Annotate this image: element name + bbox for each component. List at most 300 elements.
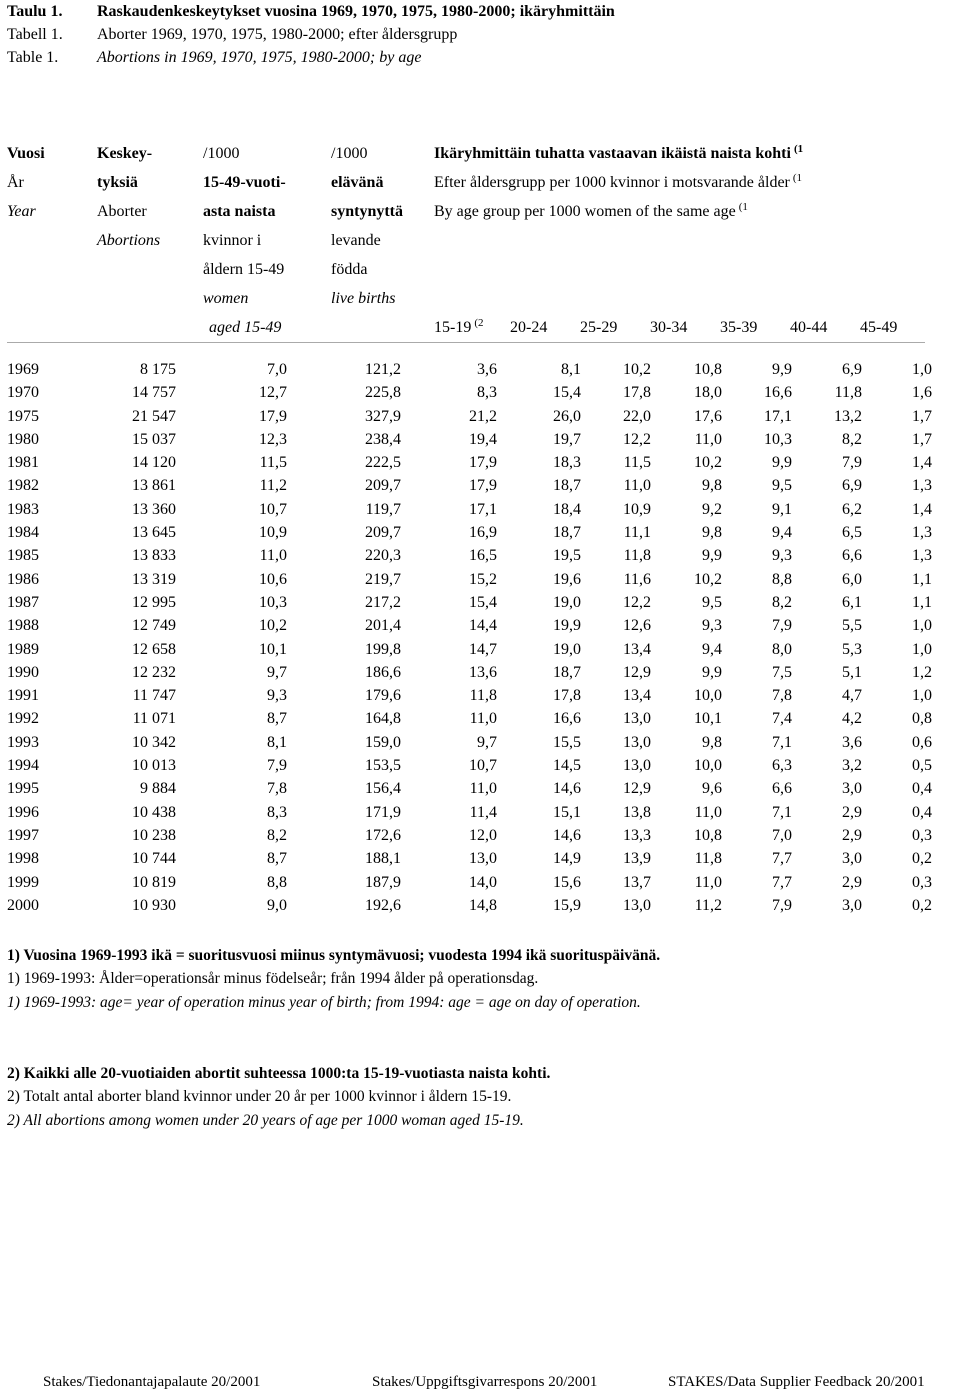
table-row <box>7 591 932 614</box>
cell-age-25-29: 13,9 <box>623 850 651 868</box>
cell-age-25-29: 10,2 <box>623 361 651 378</box>
cell-age-40-44: 7,9 <box>842 454 862 472</box>
cell-age-25-29: 13,0 <box>623 710 651 728</box>
cell-age-40-44: 5,5 <box>842 617 862 635</box>
cell-year: 1997 <box>7 826 39 844</box>
cell-age-45-49: 1,7 <box>912 430 932 448</box>
cell-age-25-29: 22,0 <box>623 407 651 425</box>
cell-abortions: 21 547 <box>132 407 176 425</box>
cell-abortions: 9 884 <box>140 780 176 798</box>
cell-age-20-24: 15,4 <box>553 384 581 402</box>
cell-age-25-29: 13,0 <box>623 757 651 775</box>
cell-age-25-29: 13,7 <box>623 873 651 891</box>
cell-age-15-19: 10,7 <box>469 757 497 775</box>
cell-per-1000-births: 179,6 <box>365 687 401 705</box>
cell-age-30-34: 11,0 <box>694 430 722 448</box>
cell-per-1000-women: 9,0 <box>267 896 287 914</box>
cell-age-35-39: 8,0 <box>772 640 792 658</box>
cell-age-15-19: 17,9 <box>469 454 497 472</box>
cell-year: 1999 <box>7 873 39 891</box>
header-year-sv: År <box>7 174 24 191</box>
cell-age-25-29: 13,4 <box>623 687 651 705</box>
cell-age-25-29: 11,1 <box>623 524 651 542</box>
footnote-2 <box>7 1062 550 1132</box>
table-row <box>7 498 932 521</box>
cell-age-15-19: 11,8 <box>469 687 497 705</box>
title-english <box>7 46 615 69</box>
cell-age-40-44: 3,0 <box>842 780 862 798</box>
cell-age-15-19: 3,6 <box>477 361 497 378</box>
cell-per-1000-births: 199,8 <box>365 640 401 658</box>
cell-age-30-34: 9,3 <box>702 617 722 635</box>
cell-year: 1998 <box>7 850 39 868</box>
cell-per-1000-women: 9,3 <box>267 687 287 705</box>
cell-age-40-44: 6,5 <box>842 524 862 542</box>
cell-age-40-44: 5,3 <box>842 640 862 658</box>
footer-fi: Stakes/Tiedonantajapalaute 20/2001 <box>43 1374 261 1390</box>
title-finnish <box>7 0 615 23</box>
cell-age-20-24: 19,6 <box>553 570 581 588</box>
cell-year: 1983 <box>7 500 39 518</box>
table-row <box>7 731 932 754</box>
cell-age-45-49: 0,3 <box>912 826 932 844</box>
table-row <box>7 871 932 894</box>
cell-abortions: 14 757 <box>132 384 176 402</box>
cell-age-35-39: 7,9 <box>772 896 792 914</box>
cell-age-20-24: 15,5 <box>553 733 581 751</box>
header-women-2: 15-49-vuoti- <box>203 174 286 191</box>
cell-year: 1985 <box>7 547 39 565</box>
title-label: Table 1. <box>7 49 59 66</box>
cell-abortions: 13 319 <box>132 570 176 588</box>
cell-age-40-44: 11,8 <box>834 384 862 402</box>
header-count-en: Abortions <box>97 232 161 249</box>
cell-age-25-29: 12,2 <box>623 593 651 611</box>
cell-age-20-24: 18,7 <box>553 524 581 542</box>
cell-age-45-49: 0,3 <box>912 873 932 891</box>
cell-year: 1970 <box>7 384 39 402</box>
cell-age-40-44: 6,1 <box>842 593 862 611</box>
age-label-15-19 <box>434 318 484 338</box>
agegroup-fi-text: Ikäryhmittäin tuhatta vastaavan ikäistä naista kohti <box>434 145 791 162</box>
cell-age-25-29: 13,8 <box>623 803 651 821</box>
cell-age-20-24: 19,7 <box>553 430 581 448</box>
cell-age-15-19: 17,1 <box>469 500 497 518</box>
cell-abortions: 8 175 <box>140 361 176 378</box>
cell-age-35-39: 6,3 <box>772 757 792 775</box>
cell-age-20-24: 19,5 <box>553 547 581 565</box>
cell-age-45-49: 1,0 <box>912 640 932 658</box>
cell-per-1000-births: 220,3 <box>365 547 401 565</box>
cell-age-40-44: 6,6 <box>842 547 862 565</box>
cell-age-35-39: 7,4 <box>772 710 792 728</box>
cell-per-1000-births: 219,7 <box>365 570 401 588</box>
cell-age-15-19: 8,3 <box>477 384 497 402</box>
table-row <box>7 568 932 591</box>
cell-year: 1994 <box>7 757 39 775</box>
cell-age-15-19: 11,0 <box>469 780 497 798</box>
cell-age-25-29: 11,8 <box>623 547 651 565</box>
cell-age-35-39: 8,2 <box>772 593 792 611</box>
cell-year: 1981 <box>7 454 39 472</box>
cell-age-30-34: 9,8 <box>702 524 722 542</box>
cell-age-45-49: 1,0 <box>912 361 932 378</box>
footnote-1-fi: 1) Vuosina 1969-1993 ikä = suoritusvuosi miinus syntymävuosi; vuodesta 1994 ikä suorituspäivänä. <box>7 947 661 964</box>
cell-age-15-19: 21,2 <box>469 407 497 425</box>
cell-age-35-39: 9,4 <box>772 524 792 542</box>
cell-age-40-44: 6,9 <box>842 477 862 495</box>
cell-per-1000-births: 164,8 <box>365 710 401 728</box>
cell-year: 1975 <box>7 407 39 425</box>
cell-age-15-19: 11,0 <box>469 710 497 728</box>
cell-age-20-24: 15,9 <box>553 896 581 914</box>
footnote-2-sv: 2) Totalt antal aborter bland kvinnor under 20 år per 1000 kvinnor i åldern 15-19. <box>7 1088 512 1106</box>
table-row <box>7 894 932 917</box>
cell-age-30-34: 11,2 <box>694 896 722 914</box>
cell-per-1000-births: 186,6 <box>365 663 401 681</box>
cell-year: 1986 <box>7 570 39 588</box>
footer-sv: Stakes/Uppgiftsgivarrespons 20/2001 <box>372 1374 598 1390</box>
age-label-25-29: 25-29 <box>580 319 618 336</box>
cell-age-20-24: 15,1 <box>553 803 581 821</box>
header-count-sv: Aborter <box>97 203 147 220</box>
cell-age-20-24: 18,7 <box>553 477 581 495</box>
cell-per-1000-women: 12,3 <box>259 430 287 448</box>
cell-age-40-44: 4,2 <box>842 710 862 728</box>
header-births-3: syntynyttä <box>331 203 404 220</box>
cell-age-45-49: 1,3 <box>912 547 932 565</box>
cell-age-20-24: 14,6 <box>553 826 581 844</box>
cell-age-30-34: 10,2 <box>694 570 722 588</box>
cell-age-25-29: 11,0 <box>623 477 651 495</box>
cell-age-15-19: 14,0 <box>469 873 497 891</box>
cell-abortions: 11 071 <box>132 710 176 728</box>
cell-per-1000-women: 8,1 <box>267 733 287 751</box>
cell-age-30-34: 10,0 <box>694 687 722 705</box>
cell-age-20-24: 16,6 <box>553 710 581 728</box>
cell-age-30-34: 11,0 <box>694 803 722 821</box>
cell-age-35-39: 7,7 <box>772 850 792 868</box>
cell-per-1000-women: 8,7 <box>267 850 287 868</box>
footnote-ref: (1 <box>793 143 804 155</box>
cell-per-1000-women: 11,0 <box>259 547 287 565</box>
cell-abortions: 10 438 <box>132 803 176 821</box>
cell-age-35-39: 9,9 <box>772 454 792 472</box>
cell-age-35-39: 8,8 <box>772 570 792 588</box>
cell-year: 1987 <box>7 593 39 611</box>
cell-abortions: 13 861 <box>132 477 176 495</box>
cell-age-30-34: 11,0 <box>694 873 722 891</box>
cell-age-40-44: 8,2 <box>842 430 862 448</box>
cell-age-45-49: 0,2 <box>912 850 932 868</box>
cell-age-35-39: 7,9 <box>772 617 792 635</box>
header-women-1: /1000 <box>203 145 240 162</box>
cell-year: 2000 <box>7 896 39 914</box>
cell-per-1000-women: 8,3 <box>267 803 287 821</box>
cell-age-15-19: 13,0 <box>469 850 497 868</box>
cell-age-40-44: 2,9 <box>842 873 862 891</box>
cell-age-25-29: 12,6 <box>623 617 651 635</box>
table-row <box>7 474 932 497</box>
header-women-6: women <box>203 290 249 307</box>
table-row <box>7 358 932 381</box>
title-text: Aborter 1969, 1970, 1975, 1980-2000; efter åldersgrupp <box>97 26 458 43</box>
cell-age-45-49: 0,8 <box>912 710 932 728</box>
cell-age-15-19: 19,4 <box>469 430 497 448</box>
cell-per-1000-births: 156,4 <box>365 780 401 798</box>
cell-age-25-29: 10,9 <box>623 500 651 518</box>
agegroup-sv-text: Efter åldersgrupp per 1000 kvinnor i motsvarande ålder <box>434 174 790 191</box>
title-label: Taulu 1. <box>7 3 63 20</box>
cell-age-15-19: 14,7 <box>469 640 497 658</box>
header-births-2: elävänä <box>331 174 384 191</box>
cell-age-45-49: 1,2 <box>912 663 932 681</box>
cell-per-1000-births: 217,2 <box>365 593 401 611</box>
cell-age-20-24: 14,5 <box>553 757 581 775</box>
cell-per-1000-births: 187,9 <box>365 873 401 891</box>
cell-age-40-44: 2,9 <box>842 803 862 821</box>
cell-age-25-29: 13,0 <box>623 896 651 914</box>
cell-per-1000-women: 8,2 <box>267 826 287 844</box>
cell-age-40-44: 3,6 <box>842 733 862 751</box>
cell-per-1000-women: 7,8 <box>267 780 287 798</box>
cell-age-45-49: 1,1 <box>912 593 932 611</box>
cell-age-20-24: 26,0 <box>553 407 581 425</box>
cell-age-25-29: 13,4 <box>623 640 651 658</box>
cell-age-40-44: 6,2 <box>842 500 862 518</box>
cell-age-20-24: 14,9 <box>553 850 581 868</box>
header-births-4: levande <box>331 232 381 249</box>
cell-age-35-39: 7,1 <box>772 803 792 821</box>
header-births-1: /1000 <box>331 145 368 162</box>
footnote-2-en: 2) All abortions among women under 20 years of age per 1000 woman aged 15-19. <box>7 1111 524 1129</box>
cell-age-45-49: 0,4 <box>912 803 932 821</box>
cell-per-1000-women: 10,6 <box>259 570 287 588</box>
table-row <box>7 707 932 730</box>
cell-age-30-34: 11,8 <box>694 850 722 868</box>
cell-per-1000-births: 225,8 <box>365 384 401 402</box>
cell-abortions: 11 747 <box>132 687 176 705</box>
header-count-fi-2: tyksiä <box>97 174 138 191</box>
header-births-6: live births <box>331 290 396 307</box>
cell-year: 1995 <box>7 780 39 798</box>
cell-age-20-24: 18,4 <box>553 500 581 518</box>
cell-abortions: 15 037 <box>132 430 176 448</box>
cell-age-20-24: 14,6 <box>553 780 581 798</box>
footer-en: STAKES/Data Supplier Feedback 20/2001 <box>668 1374 925 1390</box>
footnote-1 <box>7 944 660 1014</box>
cell-age-20-24: 17,8 <box>553 687 581 705</box>
cell-age-20-24: 19,9 <box>553 617 581 635</box>
cell-age-30-34: 9,2 <box>702 500 722 518</box>
cell-age-30-34: 9,9 <box>702 663 722 681</box>
cell-age-35-39: 6,6 <box>772 780 792 798</box>
table-row <box>7 801 932 824</box>
cell-per-1000-women: 10,9 <box>259 524 287 542</box>
cell-age-25-29: 12,9 <box>623 663 651 681</box>
table-row <box>7 405 932 428</box>
header-women-7: aged 15-49 <box>209 319 282 336</box>
cell-age-35-39: 9,5 <box>772 477 792 495</box>
cell-age-25-29: 13,3 <box>623 826 651 844</box>
cell-year: 1996 <box>7 803 39 821</box>
footnote-1-en: 1) 1969-1993: age= year of operation minus year of birth; from 1994: age = age on day of operation. <box>7 993 641 1011</box>
table-row <box>7 381 932 404</box>
cell-age-20-24: 15,6 <box>553 873 581 891</box>
cell-age-40-44: 6,9 <box>842 361 862 378</box>
table-title-block <box>7 0 615 69</box>
cell-year: 1982 <box>7 477 39 495</box>
age-label-20-24: 20-24 <box>510 319 548 336</box>
header-women-3: asta naista <box>203 203 276 220</box>
cell-age-15-19: 17,9 <box>469 477 497 495</box>
age-label-text: 15-19 <box>434 319 472 336</box>
header-divider <box>7 342 925 343</box>
header-agegroup-en <box>434 202 748 222</box>
footnote-ref: (1 <box>738 201 748 213</box>
cell-age-15-19: 16,9 <box>469 524 497 542</box>
cell-per-1000-births: 159,0 <box>365 733 401 751</box>
cell-per-1000-births: 172,6 <box>365 826 401 844</box>
cell-per-1000-births: 121,2 <box>365 361 401 378</box>
cell-age-15-19: 15,4 <box>469 593 497 611</box>
cell-age-25-29: 11,6 <box>623 570 651 588</box>
cell-abortions: 12 749 <box>132 617 176 635</box>
header-agegroup-fi <box>434 144 803 164</box>
table-row <box>7 451 932 474</box>
cell-per-1000-births: 327,9 <box>365 407 401 425</box>
header-year-en: Year <box>7 203 36 220</box>
cell-age-15-19: 13,6 <box>469 663 497 681</box>
cell-per-1000-women: 7,9 <box>267 757 287 775</box>
cell-per-1000-women: 17,9 <box>259 407 287 425</box>
cell-abortions: 12 232 <box>132 663 176 681</box>
cell-age-20-24: 19,0 <box>553 640 581 658</box>
cell-age-45-49: 1,7 <box>912 407 932 425</box>
cell-per-1000-births: 153,5 <box>365 757 401 775</box>
cell-age-20-24: 18,3 <box>553 454 581 472</box>
cell-age-30-34: 9,9 <box>702 547 722 565</box>
cell-abortions: 10 819 <box>132 873 176 891</box>
cell-age-25-29: 13,0 <box>623 733 651 751</box>
title-text: Abortions in 1969, 1970, 1975, 1980-2000; by age <box>97 49 422 66</box>
cell-age-30-34: 10,1 <box>694 710 722 728</box>
cell-per-1000-women: 10,7 <box>259 500 287 518</box>
cell-per-1000-births: 238,4 <box>365 430 401 448</box>
title-swedish <box>7 23 615 46</box>
footnote-ref: (1 <box>792 172 803 184</box>
cell-per-1000-women: 10,3 <box>259 593 287 611</box>
cell-age-15-19: 14,8 <box>469 896 497 914</box>
footnote-ref: (2 <box>474 317 484 329</box>
title-text: Raskaudenkeskeytykset vuosina 1969, 1970, 1975, 1980-2000; ikäryhmittäin <box>97 3 615 20</box>
age-label-45-49: 45-49 <box>860 319 898 336</box>
cell-age-45-49: 1,4 <box>912 454 932 472</box>
cell-abortions: 10 238 <box>132 826 176 844</box>
cell-year: 1980 <box>7 430 39 448</box>
cell-age-35-39: 9,1 <box>772 500 792 518</box>
cell-per-1000-women: 10,2 <box>259 617 287 635</box>
cell-age-45-49: 1,4 <box>912 500 932 518</box>
cell-age-35-39: 10,3 <box>764 430 792 448</box>
header-year-fi: Vuosi <box>7 145 45 162</box>
cell-age-40-44: 4,7 <box>842 687 862 705</box>
table-row <box>7 661 932 684</box>
cell-year: 1993 <box>7 733 39 751</box>
cell-age-30-34: 10,8 <box>694 826 722 844</box>
cell-year: 1990 <box>7 663 39 681</box>
cell-age-40-44: 2,9 <box>842 826 862 844</box>
cell-year: 1969 <box>7 361 39 378</box>
cell-age-15-19: 9,7 <box>477 733 497 751</box>
cell-age-45-49: 0,4 <box>912 780 932 798</box>
cell-age-45-49: 0,5 <box>912 757 932 775</box>
table-row <box>7 824 932 847</box>
cell-abortions: 12 995 <box>132 593 176 611</box>
cell-age-35-39: 7,0 <box>772 826 792 844</box>
cell-age-45-49: 0,2 <box>912 896 932 914</box>
cell-age-25-29: 11,5 <box>623 454 651 472</box>
cell-age-30-34: 17,6 <box>694 407 722 425</box>
cell-age-35-39: 7,7 <box>772 873 792 891</box>
cell-age-40-44: 13,2 <box>834 407 862 425</box>
cell-age-30-34: 9,4 <box>702 640 722 658</box>
footnote-1-sv: 1) 1969-1993: Ålder=operationsår minus födelseår; från 1994 ålder på operationsdag. <box>7 970 539 988</box>
title-label: Tabell 1. <box>7 26 63 43</box>
cell-age-30-34: 9,8 <box>702 477 722 495</box>
table-row <box>7 638 932 661</box>
cell-age-30-34: 9,5 <box>702 593 722 611</box>
header-women-5: åldern 15-49 <box>203 261 285 278</box>
cell-abortions: 10 930 <box>132 896 176 914</box>
table-row <box>7 428 932 451</box>
cell-abortions: 13 833 <box>132 547 176 565</box>
table-body <box>7 358 932 917</box>
cell-age-15-19: 15,2 <box>469 570 497 588</box>
cell-abortions: 13 360 <box>132 500 176 518</box>
cell-age-35-39: 9,3 <box>772 547 792 565</box>
cell-abortions: 10 013 <box>132 757 176 775</box>
cell-per-1000-women: 11,5 <box>259 454 287 472</box>
cell-age-25-29: 17,8 <box>623 384 651 402</box>
table-row <box>7 777 932 800</box>
cell-per-1000-women: 9,7 <box>267 663 287 681</box>
age-label-35-39: 35-39 <box>720 319 758 336</box>
age-label-30-34: 30-34 <box>650 319 688 336</box>
cell-age-40-44: 3,0 <box>842 850 862 868</box>
cell-age-30-34: 9,6 <box>702 780 722 798</box>
table-row <box>7 544 932 567</box>
cell-age-30-34: 10,0 <box>694 757 722 775</box>
cell-age-20-24: 18,7 <box>553 663 581 681</box>
cell-age-35-39: 7,1 <box>772 733 792 751</box>
cell-age-30-34: 10,8 <box>694 361 722 378</box>
cell-per-1000-births: 201,4 <box>365 617 401 635</box>
cell-per-1000-births: 209,7 <box>365 477 401 495</box>
cell-age-40-44: 5,1 <box>842 663 862 681</box>
cell-abortions: 14 120 <box>132 454 176 472</box>
cell-age-40-44: 6,0 <box>842 570 862 588</box>
cell-age-15-19: 11,4 <box>469 803 497 821</box>
cell-age-25-29: 12,2 <box>623 430 651 448</box>
cell-per-1000-births: 192,6 <box>365 896 401 914</box>
cell-per-1000-women: 8,8 <box>267 873 287 891</box>
cell-year: 1984 <box>7 524 39 542</box>
cell-year: 1989 <box>7 640 39 658</box>
cell-age-30-34: 10,2 <box>694 454 722 472</box>
cell-age-45-49: 0,6 <box>912 733 932 751</box>
header-count-fi-1: Keskey- <box>97 145 153 162</box>
